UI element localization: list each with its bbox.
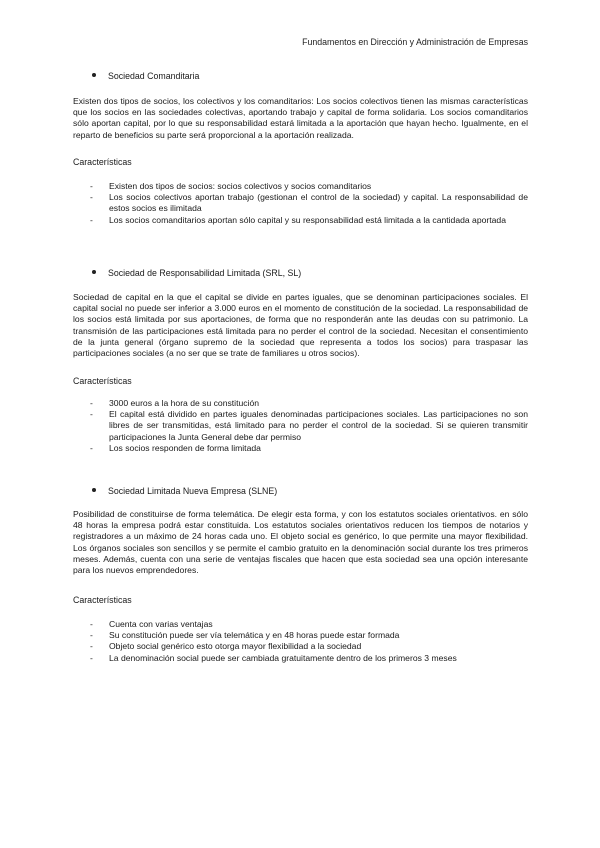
list-item: - Los socios colectivos aportan trabajo (gestionan el control de la sociedad) y capital. La responsabilidad de estos socios es ilimitada — [90, 192, 528, 214]
bullet-icon — [92, 270, 96, 274]
list-item: - Objeto social genérico esto otorga mayor flexibilidad a la sociedad — [90, 641, 362, 652]
list-item: - La denominación social puede ser cambiada gratuitamente dentro de los primeros 3 meses — [90, 652, 457, 663]
bullet-icon — [92, 73, 96, 77]
section-title-srl: Sociedad de Responsabilidad Limitada (SRL, SL) — [92, 268, 301, 279]
list-item: - 3000 euros a la hora de su constitución — [90, 398, 260, 408]
characteristics-list — [90, 181, 528, 226]
characteristics-list — [90, 619, 528, 664]
list-item: - Existen dos tipos de socios: socios colectivos y socios comanditarios — [90, 181, 372, 191]
characteristics-list — [90, 398, 528, 454]
list-item: - Su constitución puede ser vía telemática y en 48 horas puede estar formada — [90, 630, 400, 641]
section-paragraph: Posibilidad de constituirse de forma telemática. De elegir esta forma, y con los estatutos sociales orientativos. en sólo 48 horas la empresa podrá estar constituida. Los estatutos sociales orientativos reducen los tiempos de notarios y registradores a un máximo de 24 horas cada uno. El objeto social es genérico, lo que permite una mayor flexibilidad. Los órganos sociales son sencillos y se permite el cambio gratuito en la denominación social durante los tres primeros meses. Además, cuenta con una serie de ventajas fiscales que hacen que esta sociedad sea una opción interesante para los nuevos emprendedores. — [73, 509, 528, 576]
section-paragraph: Sociedad de capital en la que el capital se divide en partes iguales, que se denominan participaciones sociales. El capital social no puede ser inferior a 3.000 euros en el momento de constitución de la sociedad. La responsabilidad de los socios está limitada por sus aportaciones, de forma que no responderán ante las deudas con su patrimonio. La transmisión de las participaciones está limitada para no perder el control de la sociedad. Necesitan el consentimiento de la junta general (órgano supremo de la sociedad que representa a todos los socios) para traspasar las participaciones sociales (a no ser que se trate de familiares u otros socios). — [73, 292, 528, 359]
characteristics-heading: Características — [73, 157, 132, 167]
section-title-comanditaria: Sociedad Comanditaria — [92, 71, 199, 82]
list-item: - Los socios comanditarios aportan sólo capital y su responsabilidad está limitada a la cantidada aportada — [90, 214, 506, 225]
section-title-slne: Sociedad Limitada Nueva Empresa (SLNE) — [92, 486, 277, 497]
characteristics-heading: Características — [73, 376, 132, 386]
list-item: - El capital está dividido en partes iguales denominadas participaciones sociales. Las participaciones no son libres de ser transmitidas, está limitado para no perder el control de la sociedad. Si se quieren transmitir participaciones la Junta General debe dar permiso — [90, 409, 528, 442]
characteristics-heading: Características — [73, 595, 132, 605]
bullet-icon — [92, 488, 96, 492]
page-header: Fundamentos en Dirección y Administración de Empresas — [302, 37, 528, 47]
list-item: - Cuenta con varias ventajas — [90, 619, 213, 629]
section-paragraph: Existen dos tipos de socios, los colectivos y los comanditarios: Los socios colectivos tienen las mismas características que los socios en las sociedades colectivas, aportando trabajo y capital de forma solidaria. Los socios comanditarios sólo aportan capital, por lo que su responsabilidad estará limitada a la aportación que hayan hecho. Igualmente, en el reparto de beneficios su parte será proporcional a la aportación realizada. — [73, 96, 528, 140]
list-item: - Los socios responden de forma limitada — [90, 442, 261, 453]
